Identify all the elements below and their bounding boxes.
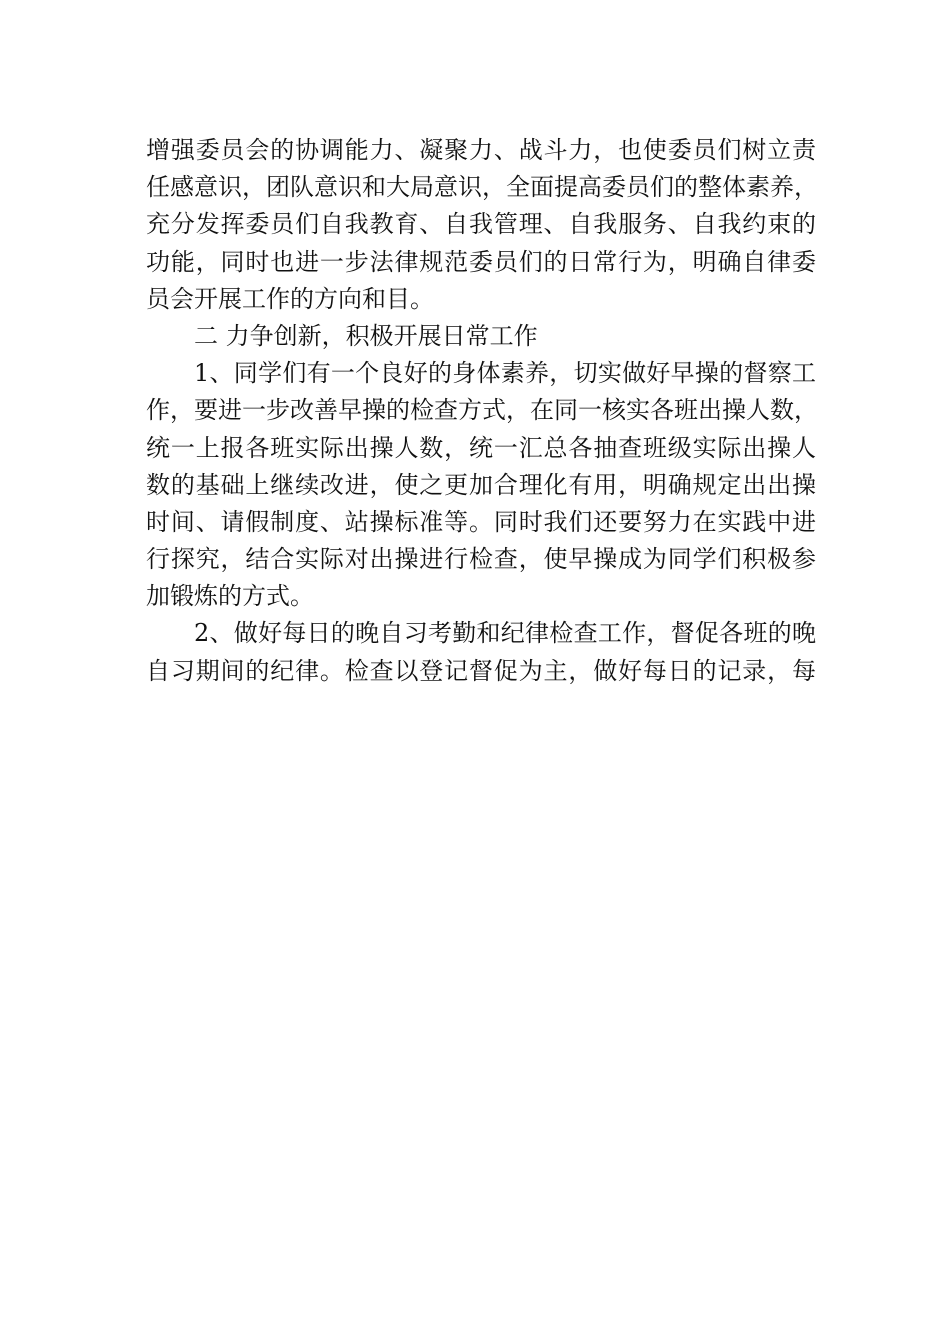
text-line: 数的基础上继续改进，使之更加合理化有用，明确规定出出操 [146,470,816,499]
text-line: 时间、请假制度、站操标准等。同时我们还要努力在实践中进 [146,507,816,536]
text-line: 充分发挥委员们自我教育、自我管理、自我服务、自我约束的 [146,210,816,239]
text-line: 员会开展工作的方向和目。 [146,284,434,313]
section-heading [146,318,816,355]
text-line: 行探究，结合实际对出操进行检查，使早操成为同学们积极参 [146,545,816,574]
section-heading-text: 二 力争创新，积极开展日常工作 [194,321,538,350]
text-line: 2、做好每日的晚自习考勤和纪律检查工作，督促各班的晚 [194,619,816,648]
text-line: 作，要进一步改善早操的检查方式，在同一核实各班出操人数， [146,396,818,425]
paragraph-morning-exercise [146,355,816,615]
text-line: 自习期间的纪律。检查以登记督促为主，做好每日的记录，每 [146,656,816,685]
text-line: 加锻炼的方式。 [146,582,314,611]
text-line: 功能，同时也进一步法律规范委员们的日常行为，明确自律委 [146,247,816,276]
text-line: 1、同学们有一个良好的身体素养，切实做好早操的督察工 [194,359,816,388]
paragraph-evening-study [146,615,816,689]
text-line: 统一上报各班实际出操人数，统一汇总各抽查班级实际出操人 [146,433,816,462]
document-body [146,132,816,690]
paragraph-committee-goals [146,132,816,318]
text-line: 任感意识，团队意识和大局意识，全面提高委员们的整体素养， [146,173,818,202]
text-line: 增强委员会的协调能力、凝聚力、战斗力，也使委员们树立责 [146,136,816,164]
